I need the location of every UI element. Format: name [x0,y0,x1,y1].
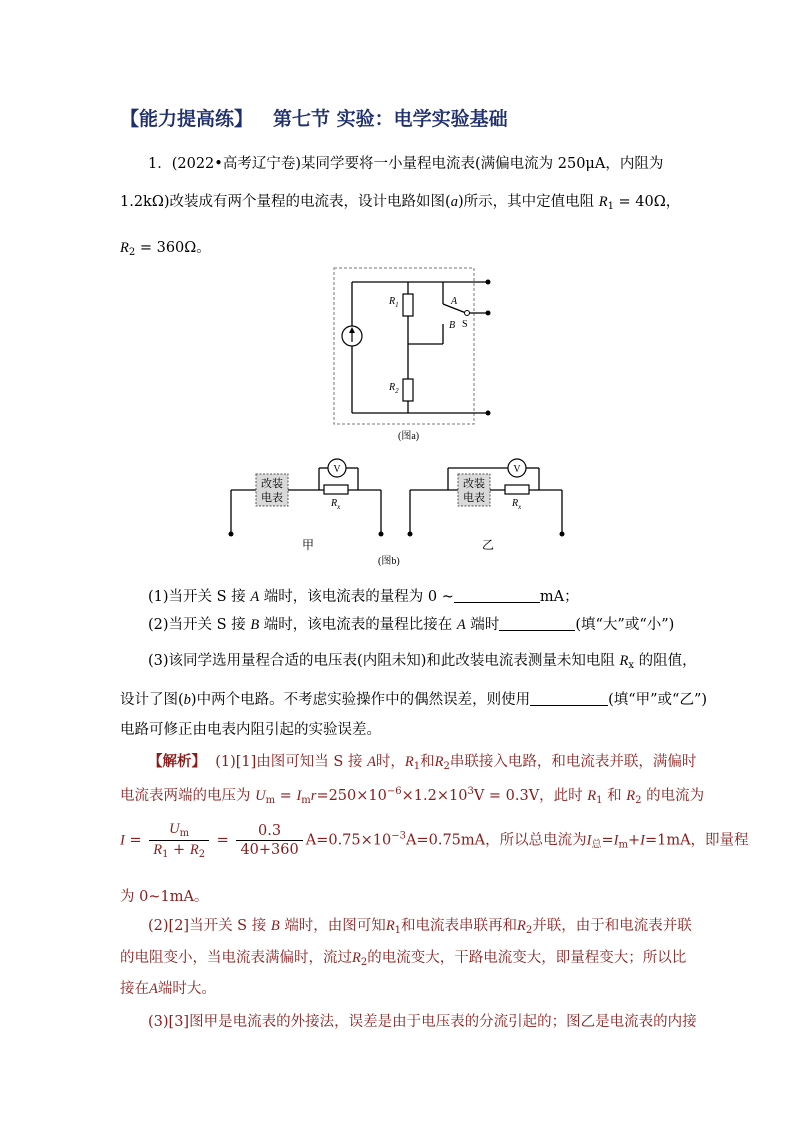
label-yi: 乙 [482,538,495,552]
circuit-figure-a [330,266,500,448]
analysis-line-4: 为 0~1mA。 [120,889,209,905]
analysis-line-3: I = $\frac{U_m}{R_1 + R_2}$ = $\frac{0.3}{40+360}$ $A=0.75\times 10^{-3}A=0.75mA$，所以总电流为$I_总=I_m+I=1mA$，即量程 [120,821,749,860]
part-3-line-1: (3)该同学选用量程合适的电压表(内阻未知)和此改装电流表测量未知电阻 $R_x$ 的阻值， [148,653,697,671]
part-2: (2)当开关 S 接 B 端时，该电流表的量程比接在 A 端时 (填“大”或“小”) [148,617,675,633]
label-Rx-left: $R_x$ [331,498,341,511]
label-B: B [449,320,456,331]
modified-meter-top-left: 改装 [261,478,283,490]
analysis-line-2: 电流表两端的电压为 $U_m = I_mr=250\times 10^{-6}\times 1.2\times 10^3V = 0.3V$，此时 $R_1$ 和 $R_2$ 的电流为 [120,786,705,806]
section-tag: 【能力提高练】 [120,108,254,130]
modified-meter-top-right: 改装 [463,478,485,490]
voltmeter-right: V [513,464,521,475]
analysis-line-8: (3)[3]图甲是电流表的外接法，误差是由于电压表的分流引起的；图乙是电流表的内接 [148,1014,697,1030]
voltmeter-left: V [333,464,341,475]
label-A: A [451,296,458,307]
question-line-2: 1.2kΩ)改装成有两个量程的电流表，设计电路如图(a)所示，其中定值电阻 $R_1 = 40\Omega$， [120,194,681,212]
label-R1: $R_1$ [389,296,399,309]
label-jia: 甲 [302,538,315,552]
part-3-line-2: 设计了图(b)中两个电路。不考虑实验操作中的偶然误差，则使用 (填“甲”或“乙”) [120,692,708,708]
label-R2: $R_2$ [389,382,399,395]
section-title: 第七节 实验：电学实验基础 [273,108,508,130]
question-line-1: 1．(2022•高考辽宁卷)某同学要将一小量程电流表(满偏电流为 250μA，内阻为 [148,156,664,172]
analysis-line-7: 接在A端时大。 [120,981,216,997]
modified-meter-bot-left: 电表 [261,492,283,504]
analysis-line-1: 【解析】 (1)[1]由图可知当 S 接 A时，$R_1$和$R_2$串联接入电路，和电流表并联，满偏时 [148,753,697,772]
part-3-line-3: 电路可修正由电表内阻引起的实验误差。 [120,722,381,738]
label-Rx-right: $R_x$ [512,498,522,511]
analysis-line-6: 的电阻变小，当电流表满偏时，流过$R_2$的电流变大，干路电流变大，即量程变大；所以比 [120,950,687,968]
part-1: (1)当开关 S 接 A 端时，该电流表的量程为 0 ~ mA； [148,589,579,605]
analysis-line-5: (2)[2]当开关 S 接 B 端时，由图可知$R_1$和电流表串联再和$R_2$并联，由于和电流表并联 [148,918,692,936]
circuit-figure-b [222,454,582,570]
label-S: S [462,319,468,330]
figure-a-caption: (图a) [398,431,420,442]
figure-b-caption: (图b) [378,556,400,567]
question-line-3: $R_2 = 360\Omega$。 [120,240,211,258]
page-title [120,104,508,131]
modified-meter-bot-right: 电表 [463,492,485,504]
